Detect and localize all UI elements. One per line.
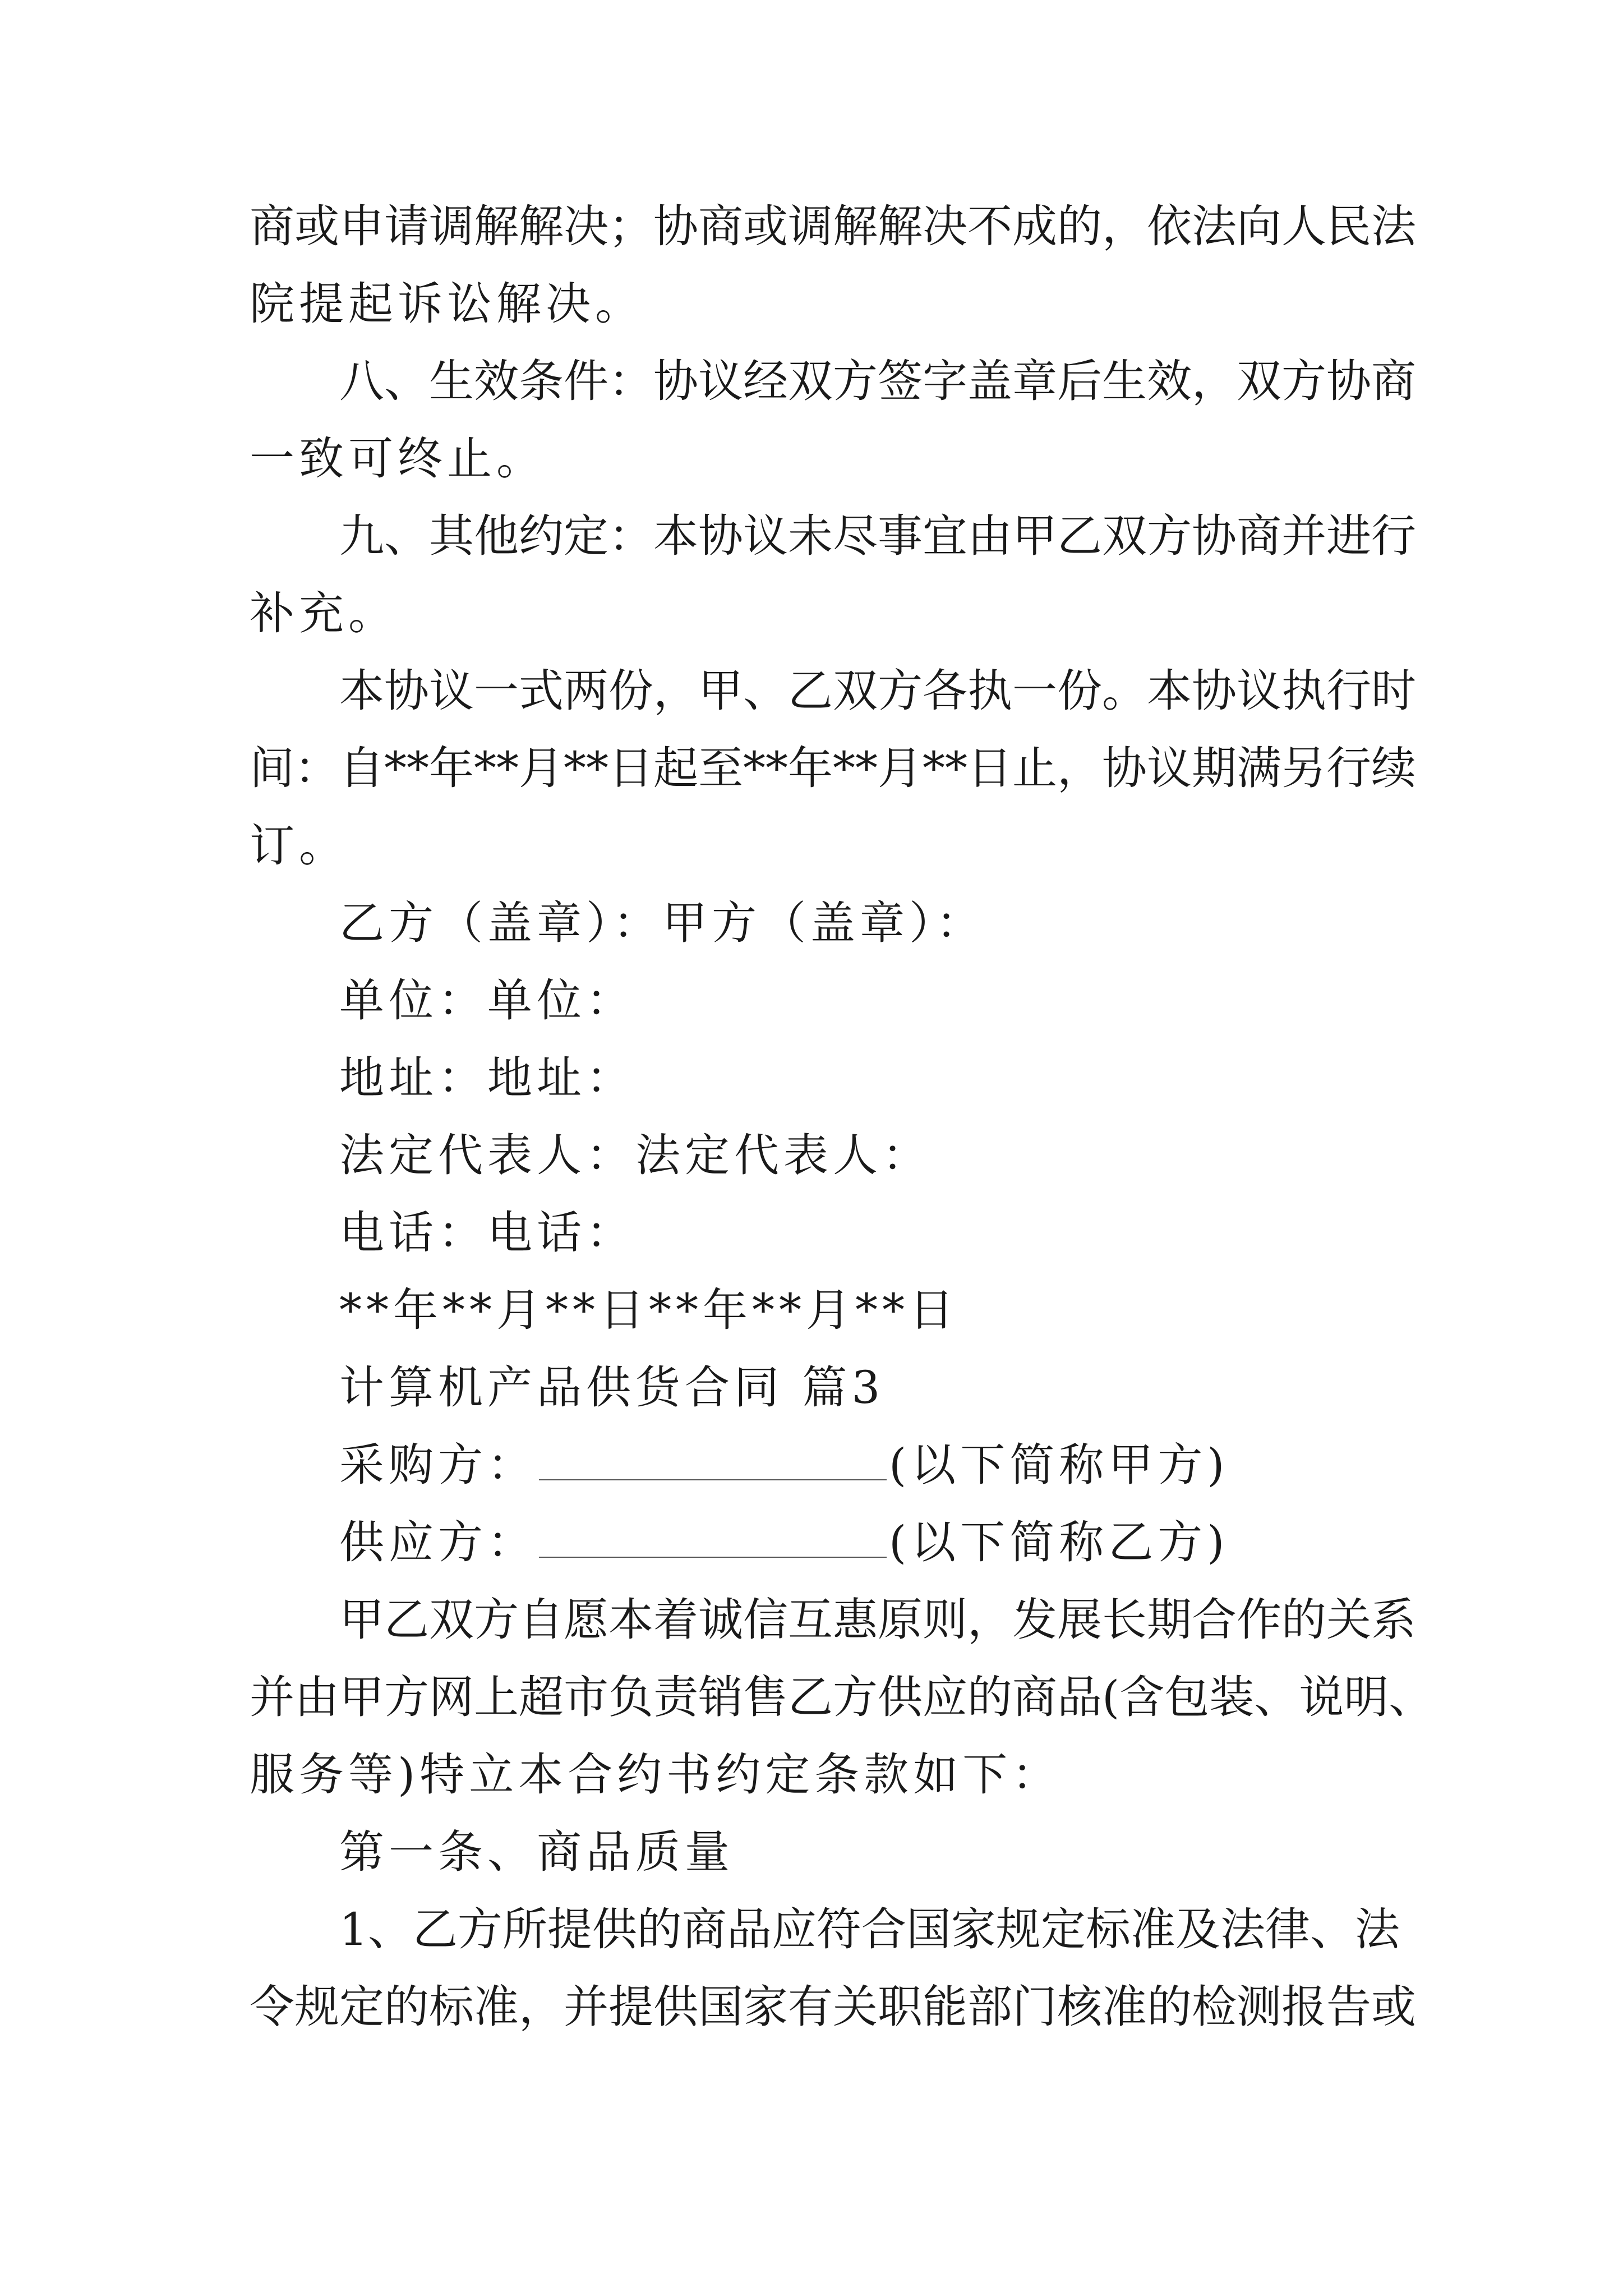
signature-phone-line: 电话：电话： <box>339 1207 635 1259</box>
paragraph-line: 甲乙双方自愿本着诚信互惠原则，发展长期合作的关系 <box>339 1594 1416 1646</box>
signature-stamp-line: 乙方（盖章）：甲方（盖章）： <box>339 897 985 949</box>
purchaser-label: 采购方： <box>339 1439 537 1491</box>
signature-date-line: **年**月**日**年**月**日 <box>339 1284 958 1336</box>
section-title: 计算机产品供货合同 篇3 <box>339 1361 885 1414</box>
paragraph-line: 补充。 <box>250 587 398 639</box>
paragraph-line: 本协议一式两份，甲、乙双方各执一份。本协议执行时 <box>339 665 1416 717</box>
paragraph-line: 1、乙方所提供的商品应符合国家规定标准及法律、法 <box>339 1903 1400 1955</box>
document-body <box>250 188 1434 2046</box>
supplier-label: 供应方： <box>339 1516 537 1568</box>
supplier-line <box>250 1504 1388 1581</box>
paragraph-line: 院提起诉讼解决。 <box>250 278 644 330</box>
paragraph-line: 并由甲方网上超市负责销售乙方供应的商品(含包装、说明、 <box>250 1671 1434 1723</box>
clause-nine-line: 九、其他约定：本协议未尽事宜由甲乙双方协商并进行 <box>339 510 1416 562</box>
signature-address-line: 地址：地址： <box>339 1052 635 1104</box>
clause-eight-line: 八、生效条件：协议经双方签字盖章后生效，双方协商 <box>339 355 1416 407</box>
signature-representative-line: 法定代表人：法定代表人： <box>339 1129 932 1181</box>
paragraph-line: 一致可终止。 <box>250 432 546 485</box>
paragraph-line: 商或申请调解解决；协商或调解解决不成的，依法向人民法 <box>250 200 1416 252</box>
signature-unit-line: 单位：单位： <box>339 974 635 1027</box>
paragraph-line: 订。 <box>250 820 348 872</box>
purchaser-line <box>250 1427 1388 1504</box>
paragraph-line: 服务等)特立本合约书约定条款如下： <box>250 1749 1062 1801</box>
supplier-blank-field <box>539 1512 887 1558</box>
paragraph-line: 间：自**年**月**日起至**年**月**日止，协议期满另行续 <box>250 742 1416 794</box>
paragraph-line: 令规定的标准，并提供国家有关职能部门核准的检测报告或 <box>250 1981 1416 2033</box>
article-heading: 第一条、商品质量 <box>339 1826 734 1878</box>
purchaser-blank-field <box>539 1434 887 1480</box>
purchaser-suffix: (以下简称甲方) <box>889 1439 1229 1491</box>
supplier-suffix: (以下简称乙方) <box>889 1516 1229 1568</box>
